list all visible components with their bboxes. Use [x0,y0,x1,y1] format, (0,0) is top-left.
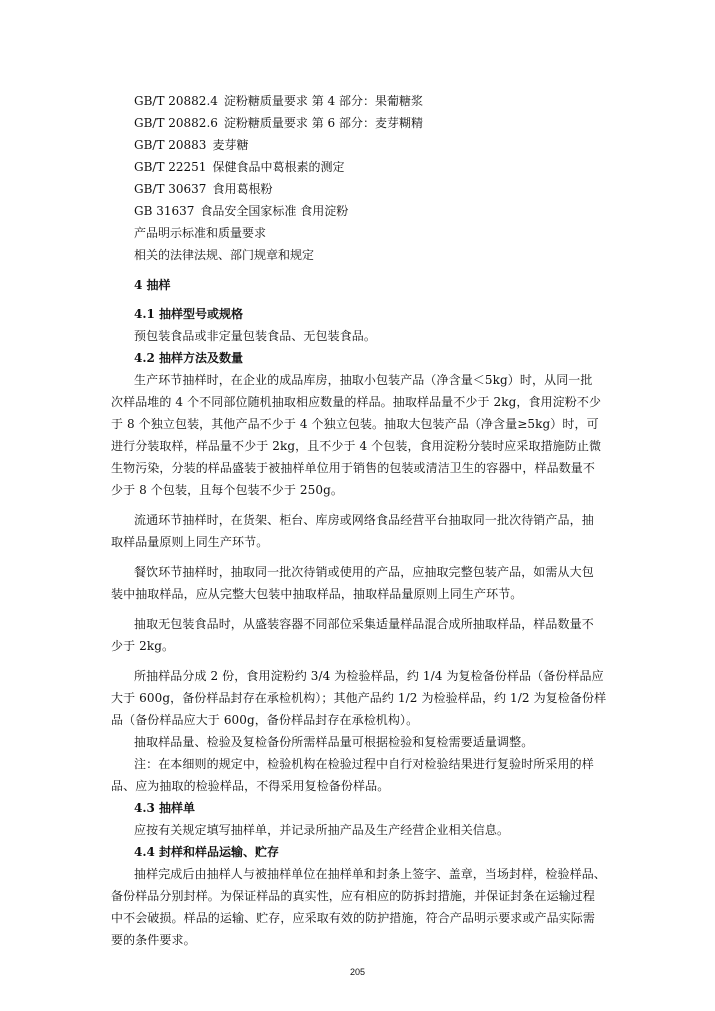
reference-title: 淀粉糖质量要求 第 6 部分：麦芽糊精 [223,116,423,130]
reference-code: GB/T 20882.6 [134,116,218,130]
reference-title: 淀粉糖质量要求 第 4 部分：果葡糖浆 [223,94,423,108]
reference-title: 保健食品中葛根素的测定 [212,160,345,174]
text-line: 注：在本细则的规定中，检验机构在检验过程中自行对检验结果进行复验时所采用的样 [134,757,594,771]
paragraph-note [111,753,604,797]
text-line: 抽取无包装食品时，从盛装容器不同部位采集适量样品混合成所抽取样品，样品数量不 [134,617,594,631]
reference-code: GB/T 30637 [134,182,207,196]
reference-code: GB/T 20883 [134,138,207,152]
text-line: 于 8 个独立包装，其他产品不少于 4 个独立包装。抽取大包装产品（净含量≥5kg）时，可 [111,417,599,431]
reference-code: GB/T 20882.4 [134,94,218,108]
section-4-3-heading: 4.3 抽样单 [134,801,196,815]
text-line: 中不会破损。样品的运输、贮存，应采取有效的防护措施，符合产品明示要求或产品实际需 [111,911,596,925]
reference-title: 麦芽糖 [212,138,249,152]
text-line: 所抽样品分成 2 份，食用淀粉约 3/4 为检验样品，约 1/4 为复检备份样品（备份样品应 [134,669,604,683]
text-line: 抽样完成后由抽样人与被抽样单位在抽样单和封条上签字、盖章，当场封样，检验样品、 [134,867,606,881]
text-line: 少于 2kg。 [111,639,175,653]
reference-item [134,156,604,178]
reference-item [134,90,604,112]
text-line: 进行分装取样，样品量不少于 2kg，且不少于 4 个包装，食用淀粉分装时应采取措施防止微 [111,439,602,453]
paragraph-sealing-transport [111,863,604,951]
section-4-heading: 4 抽样 [134,278,171,292]
text-line: 生产环节抽样时，在企业的成品库房，抽取小包装产品（净含量＜5kg）时，从同一批 [134,373,593,387]
paragraph-production-sampling [111,369,604,501]
reference-title: 食品安全国家标准 食用淀粉 [200,204,349,218]
reference-code: GB 31637 [134,204,195,218]
text-line: 餐饮环节抽样时，抽取同一批次待销或使用的产品，应抽取完整包装产品，如需从大包 [134,565,594,579]
text-line: 品（备份样品应大于 600g，备份样品封存在承检机构）。 [111,713,419,727]
reference-item [134,244,604,266]
text-line: 次样品堆的 4 个不同部位随机抽取相应数量的样品。抽取样品量不少于 2kg，食用淀粉不少 [111,395,602,409]
text-line: 少于 8 个包装，且每个包装不少于 250g。 [111,483,343,497]
text-line: 要的条件要求。 [111,933,196,947]
text-line: 品、应为抽取的检验样品，不得采用复检备份样品。 [111,779,390,793]
paragraph-quantity-adjustment [111,731,604,753]
text-line: 流通环节抽样时，在货架、柜台、库房或网络食品经营平台抽取同一批次待销产品，抽 [134,513,594,527]
reference-item [134,178,604,200]
normative-references-list [134,90,604,266]
paragraph-sample-division [111,665,607,731]
reference-title: 产品明示标准和质量要求 [134,226,267,240]
section-4-2-heading: 4.2 抽样方法及数量 [134,351,244,365]
page-number: 205 [349,967,366,977]
reference-item [134,134,604,156]
section-4-4-heading: 4.4 封样和样品运输、贮存 [134,845,280,859]
reference-item [134,222,604,244]
text-line: 抽取样品量、检验及复检备份所需样品量可根据检验和复检需要适量调整。 [134,735,534,749]
reference-item [134,112,604,134]
text-line: 大于 600g，备份样品封存在承检机构）；其他产品约 1/2 为检验样品，约 1/2 为复检备份样 [111,691,607,705]
section-4-1-heading: 4.1 抽样型号或规格 [134,307,244,321]
paragraph-unpackaged-sampling [111,613,604,657]
text-line: 生物污染，分装的样品盛装于被抽样单位用于销售的包装或清洁卫生的容器中，样品数量不 [111,461,596,475]
reference-code: GB/T 22251 [134,160,207,174]
section-4-1-text: 预包装食品或非定量包装食品、无包装食品。 [134,329,377,343]
text-line: 取样品量原则上同生产环节。 [111,535,269,549]
section-4-3-text: 应按有关规定填写抽样单，并记录所抽产品及生产经营企业相关信息。 [134,823,510,837]
reference-item [134,200,604,222]
text-line: 装中抽取样品，应从完整大包装中抽取样品，抽取样品量原则上同生产环节。 [111,587,523,601]
text-line: 备份样品分别封样。为保证样品的真实性，应有相应的防拆封措施，并保证封条在运输过程 [111,889,596,903]
paragraph-circulation-sampling [111,509,604,553]
paragraph-catering-sampling [111,561,604,605]
reference-title: 相关的法律法规、部门规章和规定 [134,248,315,262]
section-4-body [111,303,607,951]
reference-title: 食用葛根粉 [212,182,273,196]
